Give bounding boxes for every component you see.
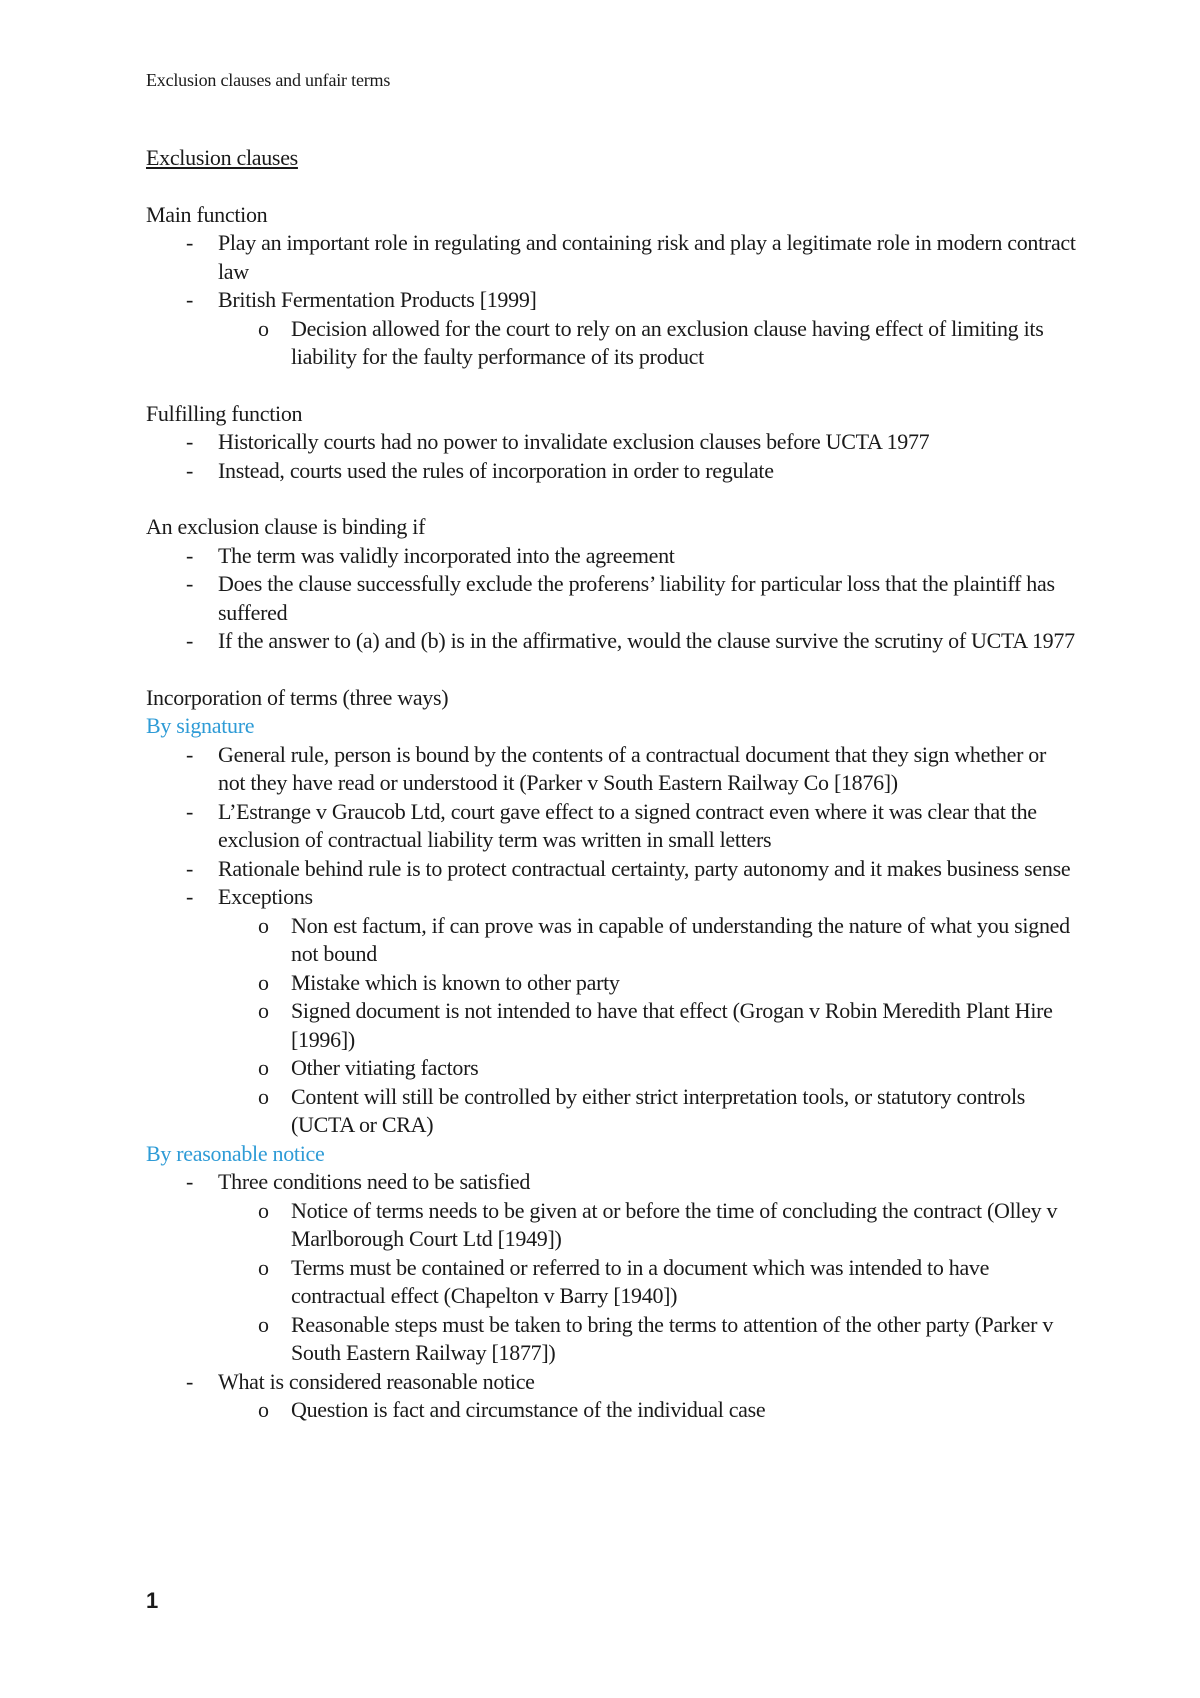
list-item: - Instead, courts used the rules of incorporation in order to regulate	[146, 457, 1076, 486]
list-item: - Play an important role in regulating and containing risk and play a legitimate role in modern contract law	[146, 229, 1076, 286]
list-item: - British Fermentation Products [1999]	[146, 286, 1076, 315]
list-item: - The term was validly incorporated into the agreement	[146, 542, 1076, 571]
main-function-heading: Main function	[146, 201, 268, 227]
list-item: - Does the clause successfully exclude the proferens’ liability for particular loss that the plaintiff has suffered	[146, 570, 1076, 627]
sub-list-item: o Decision allowed for the court to rely on an exclusion clause having effect of limiting its liability for the faulty performance of its product	[146, 315, 1076, 372]
binding-list	[146, 542, 1076, 656]
by-signature-list	[146, 741, 1076, 1140]
binding-heading: An exclusion clause is binding if	[146, 514, 426, 539]
list-item: - What is considered reasonable notice	[146, 1368, 1076, 1397]
by-signature-heading: By signature	[146, 713, 255, 738]
page-number: 1	[146, 1588, 159, 1613]
list-item: - If the answer to (a) and (b) is in the affirmative, would the clause survive the scrutiny of UCTA 1977	[146, 627, 1076, 656]
main-function-list	[146, 229, 1076, 372]
sub-list-item: o Content will still be controlled by either strict interpretation tools, or statutory controls (UCTA or CRA)	[146, 1083, 1076, 1140]
sub-list-item: o Reasonable steps must be taken to bring the terms to attention of the other party (Parker v South Eastern Railway [1877])	[146, 1311, 1076, 1368]
by-notice-heading: By reasonable notice	[146, 1140, 325, 1166]
list-item: - Three conditions need to be satisfied	[146, 1168, 1076, 1197]
document-body	[146, 144, 1076, 1425]
list-item: - Historically courts had no power to invalidate exclusion clauses before UCTA 1977	[146, 428, 1076, 457]
fulfilling-function-list	[146, 428, 1076, 485]
sub-list-item: o Terms must be contained or referred to in a document which was intended to have contractual effect (Chapelton v Barry [1940])	[146, 1254, 1076, 1311]
page-header: Exclusion clauses and unfair terms	[146, 70, 391, 90]
list-item: - Exceptions	[146, 883, 1076, 912]
sub-list-item: o Question is fact and circumstance of the individual case	[146, 1396, 1076, 1425]
section-title: Exclusion clauses	[146, 145, 298, 170]
by-notice-list	[146, 1168, 1076, 1425]
sub-list-item: o Notice of terms needs to be given at or before the time of concluding the contract (Olley v Marlborough Court Ltd [1949])	[146, 1197, 1076, 1254]
list-item: - L’Estrange v Graucob Ltd, court gave effect to a signed contract even where it was clear that the exclusion of contractual liability term was written in small letters	[146, 798, 1076, 855]
list-item: - Rationale behind rule is to protect contractual certainty, party autonomy and it makes business sense	[146, 855, 1076, 884]
list-item: - General rule, person is bound by the contents of a contractual document that they sign whether or not they have read or understood it (Parker v South Eastern Railway Co [1876])	[146, 741, 1076, 798]
sub-list-item: o Signed document is not intended to have that effect (Grogan v Robin Meredith Plant Hire [1996])	[146, 997, 1076, 1054]
sub-list-item: o Non est factum, if can prove was in capable of understanding the nature of what you signed not bound	[146, 912, 1076, 969]
sub-list-item: o Mistake which is known to other party	[146, 969, 1076, 998]
incorporation-heading: Incorporation of terms (three ways)	[146, 684, 449, 710]
sub-list-item: o Other vitiating factors	[146, 1054, 1076, 1083]
fulfilling-function-heading: Fulfilling function	[146, 400, 303, 426]
